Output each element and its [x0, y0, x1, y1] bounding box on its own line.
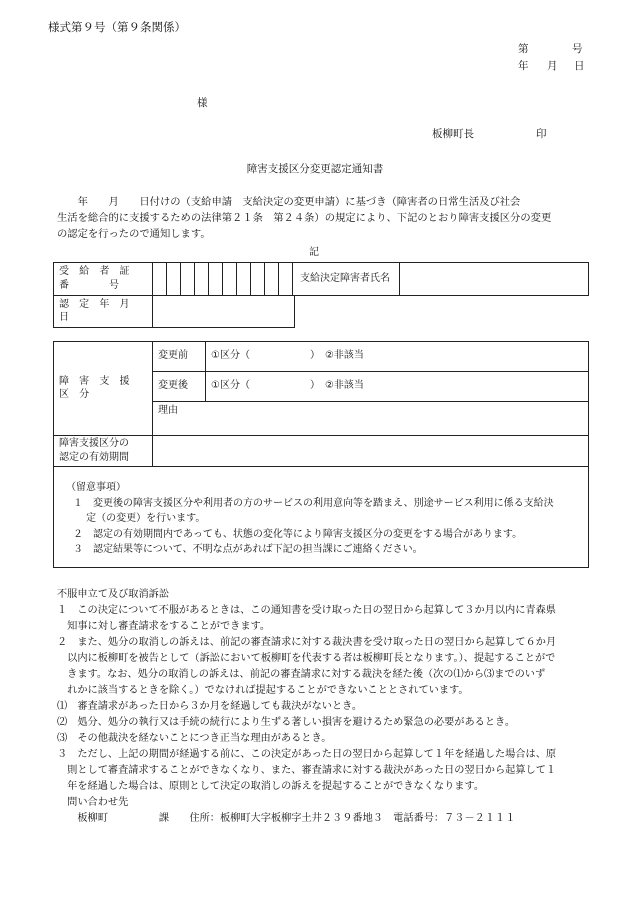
go-label: 号: [572, 43, 583, 55]
appeal-line: ３ ただし、上記の期間が経過する前に、この決定があった日の翌日から起算して１年を経過した場合は、原: [57, 749, 557, 760]
digit-box[interactable]: [195, 263, 209, 296]
notes-line: 定（の変更）を行います。: [73, 513, 206, 524]
addressee-suffix: 様: [197, 97, 208, 109]
notes-line: １ 変更後の障害支援区分や利用者の方のサービスの利用意向等を踏まえ、別途サービス利用に係る支給決: [73, 497, 554, 509]
issue-date-line: [518, 60, 584, 74]
digit-box[interactable]: [223, 263, 237, 296]
cert-date-label: 認 定 年 月 日: [54, 296, 153, 328]
appeal-line: １ この決定について不服があるときは、この通知書を受け取った日の翌日から起算して３か月以内に青森県: [57, 605, 556, 616]
digit-box[interactable]: [279, 263, 293, 296]
support-class-label: 障 害 支 援 区 分: [54, 342, 153, 436]
mayor-title: 板柳町長: [432, 128, 474, 140]
body-line: の認定を行ったので通知します。: [57, 228, 211, 240]
appeal-line: ⑴ 審査請求があった日から３か月を経過しても裁決がないとき。: [57, 701, 363, 712]
reason-label: 理由: [158, 405, 178, 416]
support-class-table: [53, 341, 589, 467]
digit-box[interactable]: [153, 263, 167, 296]
year-label: 年: [518, 60, 529, 72]
document-number-line: [518, 43, 584, 57]
digit-box[interactable]: [209, 263, 223, 296]
notice-body: [57, 194, 592, 242]
holder-name-field[interactable]: [400, 263, 589, 296]
after-option[interactable]: ①区分（ ） ②非該当: [206, 372, 589, 402]
validity-label: 障害支援区分の 認定の有効期間: [54, 436, 153, 467]
appeal-line: 以内に板柳町を被告として（訴訟において板柳町を代表する者は板柳町長となります。）、提起することがで: [57, 653, 556, 664]
notes-heading: （留意事項）: [66, 482, 126, 493]
holder-name-label: 支給決定障害者氏名: [293, 263, 400, 296]
before-label: 変更前: [153, 342, 206, 372]
digit-box[interactable]: [237, 263, 251, 296]
notes-line: ３ 認定結果等について、不明な点があれば下記の担当課にご連絡ください。: [73, 544, 423, 555]
appeal-line: 知事に対し審査請求をすることができます。: [57, 621, 271, 632]
notes-section: [66, 480, 554, 558]
digit-box[interactable]: [181, 263, 195, 296]
recipient-number-label: 受 給 者 証 番 号: [54, 263, 153, 296]
body-line: 生活を総合的に支援するための法律第２１条 第２４条）の規定により、下記のとおり障害支援区分の変更: [57, 212, 552, 224]
appeal-section: [57, 587, 597, 827]
appeal-line: ２ また、処分の取消しの訴えは、前記の審査請求に対する裁決書を受け取った日の翌日から起算して６か月: [57, 637, 557, 648]
ki-heading: 記: [309, 247, 319, 258]
contact-line: 板柳町 課 住所：板柳町大字板柳字土井２３９番地３ 電話番号：７３－２１１１: [57, 813, 516, 824]
after-label: 変更後: [153, 372, 206, 402]
dai-label: 第: [518, 43, 529, 55]
document-title: 障害支援区分変更認定通知書: [246, 163, 384, 175]
before-option[interactable]: ①区分（ ） ②非該当: [206, 342, 589, 372]
contact-heading: 問い合わせ先: [57, 797, 129, 808]
appeal-line: れかに該当するときを除く。）でなければ提起することができないこととされています。: [57, 685, 469, 696]
form-number: 様式第９号（第９条関係）: [48, 20, 186, 34]
appeal-line: きます。なお、処分の取消しの訴えは、前記の審査請求に対する裁決を経た後（次の⑴から⑶までのいず: [57, 669, 546, 680]
seal-mark: 印: [536, 128, 547, 140]
cert-date-table: [53, 295, 295, 328]
appeal-heading: 不服申立て及び取消訴訟: [57, 589, 170, 600]
body-line: 年 月 日付けの（支給申請 支給決定の変更申請）に基づき（障害者の日常生活及び社会: [57, 196, 521, 208]
appeal-line: 年を経過した場合は、原則として決定の取消しの訴えを提起することができなくなります。: [57, 781, 485, 792]
digit-box[interactable]: [167, 263, 181, 296]
notes-line: ２ 認定の有効期間内であっても、状態の変化等により障害支援区分の変更をする場合があります。: [73, 528, 523, 540]
digit-box[interactable]: [265, 263, 279, 296]
day-label: 日: [574, 60, 585, 72]
reason-field[interactable]: [153, 402, 589, 436]
cert-date-field[interactable]: [153, 296, 295, 328]
appeal-line: ⑶ その他裁決を経ないことにつき正当な理由があるとき。: [57, 733, 332, 744]
appeal-line: ⑵ 処分、処分の執行又は手続の続行により生ずる著しい損害を避けるため緊急の必要があるとき。: [57, 717, 516, 728]
recipient-table: [53, 262, 589, 296]
validity-field[interactable]: [153, 436, 589, 467]
appeal-line: 則として審査請求することができなくなり、また、審査請求に対する裁決があった日の翌日から起算して１: [57, 765, 557, 776]
digit-box[interactable]: [251, 263, 265, 296]
month-label: 月: [547, 60, 558, 72]
